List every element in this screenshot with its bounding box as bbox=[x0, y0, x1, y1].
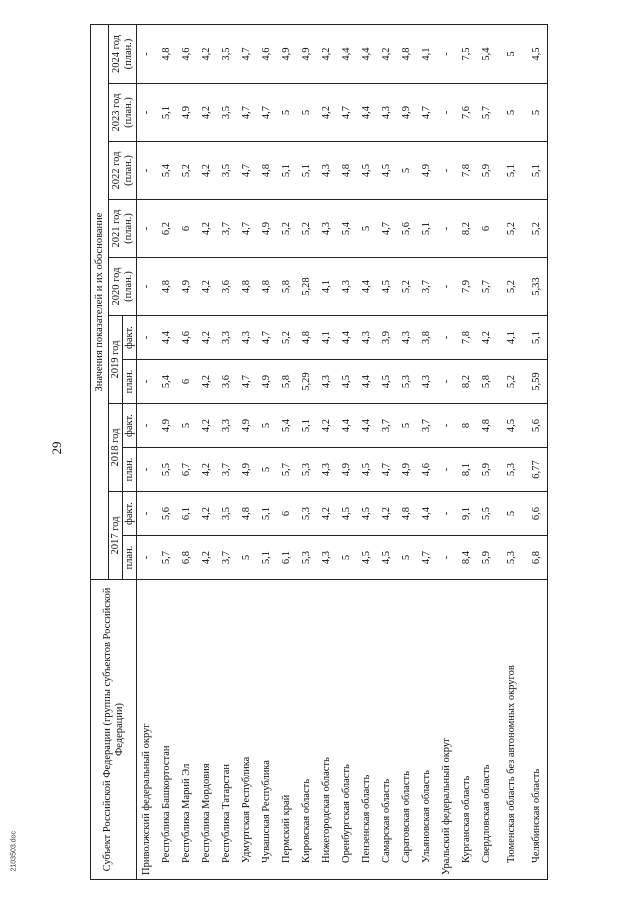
district-name-cell: Уральский федеральный округ bbox=[437, 580, 457, 880]
value-cell: 5,2 bbox=[397, 258, 417, 316]
value-cell: 4,8 bbox=[337, 142, 357, 200]
value-cell: 4,3 bbox=[237, 316, 257, 360]
value-cell: 6,8 bbox=[527, 536, 548, 580]
value-cell: 5,33 bbox=[527, 258, 548, 316]
value-cell: 3,3 bbox=[217, 404, 237, 448]
value-cell: 5,9 bbox=[477, 142, 497, 200]
table-header bbox=[91, 25, 137, 880]
value-cell: 4,5 bbox=[377, 536, 397, 580]
value-cell: - bbox=[437, 200, 457, 258]
table-row bbox=[457, 25, 477, 880]
value-cell: 4,9 bbox=[417, 142, 437, 200]
year-header-2018: 2018 год bbox=[109, 404, 123, 492]
table-row bbox=[237, 25, 257, 880]
value-cell: 3,9 bbox=[377, 316, 397, 360]
value-cell: 4,2 bbox=[197, 25, 217, 84]
value-cell: 5,2 bbox=[527, 200, 548, 258]
value-cell: - bbox=[437, 84, 457, 142]
value-cell: 4,7 bbox=[417, 536, 437, 580]
value-cell: 5,9 bbox=[477, 536, 497, 580]
value-cell: 4,9 bbox=[297, 25, 317, 84]
value-cell: 5 bbox=[177, 404, 197, 448]
value-cell: 4,7 bbox=[237, 84, 257, 142]
fact-subheader: факт. bbox=[123, 316, 137, 360]
value-cell: - bbox=[437, 258, 457, 316]
value-cell: 5,1 bbox=[277, 142, 297, 200]
value-cell: 5,1 bbox=[257, 536, 277, 580]
district-name-cell: Приволжский федеральный округ bbox=[137, 580, 158, 880]
value-cell: 5 bbox=[497, 84, 527, 142]
value-cell: 4,4 bbox=[357, 360, 377, 404]
value-cell: 6,1 bbox=[177, 492, 197, 536]
year-header-2022: 2022 год (план.) bbox=[109, 142, 137, 200]
value-cell: 4,5 bbox=[497, 404, 527, 448]
value-cell: 4,8 bbox=[297, 316, 317, 360]
value-cell: 4,7 bbox=[417, 84, 437, 142]
value-cell: 4,5 bbox=[377, 258, 397, 316]
table-row bbox=[377, 25, 397, 880]
value-cell: - bbox=[137, 536, 158, 580]
value-cell: 5,59 bbox=[527, 360, 548, 404]
value-cell: 7,8 bbox=[457, 142, 477, 200]
value-cell: 5,1 bbox=[497, 142, 527, 200]
year-header-2020: 2020 год (план.) bbox=[109, 258, 137, 316]
value-cell: 5,9 bbox=[477, 448, 497, 492]
value-cell: 4,2 bbox=[197, 200, 217, 258]
value-cell: 8,4 bbox=[457, 536, 477, 580]
value-cell: 5 bbox=[357, 200, 377, 258]
value-cell: 7,5 bbox=[457, 25, 477, 84]
value-cell: 5,1 bbox=[527, 142, 548, 200]
value-cell: 5 bbox=[237, 536, 257, 580]
value-cell: 6 bbox=[477, 200, 497, 258]
value-cell: 4,4 bbox=[337, 404, 357, 448]
value-cell: 4,1 bbox=[317, 258, 337, 316]
value-cell: 5 bbox=[257, 448, 277, 492]
value-cell: 4,7 bbox=[237, 360, 257, 404]
region-name-cell: Ульяновская область bbox=[417, 580, 437, 880]
value-cell: 5 bbox=[397, 536, 417, 580]
value-cell: 4,9 bbox=[397, 448, 417, 492]
value-cell: 5,2 bbox=[297, 200, 317, 258]
value-cell: 5,4 bbox=[157, 360, 177, 404]
value-cell: 5,3 bbox=[297, 536, 317, 580]
region-name-cell: Чувашская Республика bbox=[257, 580, 277, 880]
value-cell: 4,3 bbox=[417, 360, 437, 404]
value-cell: 3,6 bbox=[217, 258, 237, 316]
value-cell: 4,1 bbox=[417, 25, 437, 84]
value-cell: 5,7 bbox=[277, 448, 297, 492]
values-group-header: Значения показателей и их обоснование bbox=[91, 25, 109, 580]
value-cell: 4,8 bbox=[257, 258, 277, 316]
value-cell: 4,6 bbox=[177, 316, 197, 360]
value-cell: 4,5 bbox=[337, 492, 357, 536]
value-cell: 4,7 bbox=[237, 200, 257, 258]
value-cell: 4,5 bbox=[357, 536, 377, 580]
value-cell: 4,8 bbox=[157, 258, 177, 316]
value-cell: 4,6 bbox=[417, 448, 437, 492]
region-name-cell: Республика Марий Эл bbox=[177, 580, 197, 880]
value-cell: 7,6 bbox=[457, 84, 477, 142]
value-cell: 4,3 bbox=[317, 360, 337, 404]
value-cell: 4,5 bbox=[357, 448, 377, 492]
value-cell: - bbox=[137, 316, 158, 360]
value-cell: 7,9 bbox=[457, 258, 477, 316]
value-cell: 4,3 bbox=[397, 316, 417, 360]
value-cell: 4,4 bbox=[157, 316, 177, 360]
value-cell: 8 bbox=[457, 404, 477, 448]
value-cell: 4,2 bbox=[377, 492, 397, 536]
value-cell: 9,1 bbox=[457, 492, 477, 536]
value-cell: 5,1 bbox=[527, 316, 548, 360]
value-cell: - bbox=[137, 142, 158, 200]
value-cell: 4,6 bbox=[177, 25, 197, 84]
value-cell: 4,9 bbox=[157, 404, 177, 448]
table-body bbox=[137, 25, 548, 880]
value-cell: 5,3 bbox=[497, 536, 527, 580]
region-name-cell: Нижегородская область bbox=[317, 580, 337, 880]
table-row bbox=[357, 25, 377, 880]
region-name-cell: Свердловская область bbox=[477, 580, 497, 880]
value-cell: - bbox=[437, 492, 457, 536]
value-cell: 6,8 bbox=[177, 536, 197, 580]
value-cell: 4,7 bbox=[237, 25, 257, 84]
value-cell: 4,7 bbox=[377, 448, 397, 492]
value-cell: 5,1 bbox=[417, 200, 437, 258]
value-cell: 6,6 bbox=[527, 492, 548, 536]
value-cell: - bbox=[137, 200, 158, 258]
value-cell: 4,8 bbox=[477, 404, 497, 448]
value-cell: 4,4 bbox=[357, 84, 377, 142]
value-cell: 4,5 bbox=[377, 360, 397, 404]
value-cell: 5,8 bbox=[277, 258, 297, 316]
value-cell: 8,2 bbox=[457, 360, 477, 404]
value-cell: 5,2 bbox=[177, 142, 197, 200]
plan-subheader: план. bbox=[123, 360, 137, 404]
region-name-cell: Удмуртская Республика bbox=[237, 580, 257, 880]
region-name-cell: Челябинская область bbox=[527, 580, 548, 880]
value-cell: 3,7 bbox=[217, 448, 237, 492]
value-cell: - bbox=[437, 316, 457, 360]
region-name-cell: Республика Мордовия bbox=[197, 580, 217, 880]
value-cell: 3,3 bbox=[217, 316, 237, 360]
value-cell: 5,28 bbox=[297, 258, 317, 316]
value-cell: 4,2 bbox=[477, 316, 497, 360]
value-cell: 5,6 bbox=[157, 492, 177, 536]
value-cell: 4,9 bbox=[177, 258, 197, 316]
value-cell: 5,2 bbox=[497, 200, 527, 258]
value-cell: 4,4 bbox=[337, 25, 357, 84]
value-cell: 4,5 bbox=[357, 142, 377, 200]
value-cell: - bbox=[437, 536, 457, 580]
value-cell: 4,2 bbox=[197, 142, 217, 200]
value-cell: - bbox=[437, 404, 457, 448]
value-cell: 4,9 bbox=[337, 448, 357, 492]
value-cell: 4,2 bbox=[377, 25, 397, 84]
value-cell: 4,7 bbox=[377, 200, 397, 258]
table-row bbox=[197, 25, 217, 880]
value-cell: 4,9 bbox=[257, 200, 277, 258]
table-row bbox=[497, 25, 527, 880]
value-cell: 4,1 bbox=[317, 316, 337, 360]
value-cell: 4,2 bbox=[197, 492, 217, 536]
value-cell: 4,2 bbox=[317, 84, 337, 142]
region-name-cell: Самарская область bbox=[377, 580, 397, 880]
value-cell: 5,1 bbox=[297, 404, 317, 448]
subject-column-header: Субъект Российской Федерации (группы субъектов Российской Федерации) bbox=[91, 580, 137, 880]
value-cell: 4,5 bbox=[527, 25, 548, 84]
value-cell: 5 bbox=[497, 492, 527, 536]
region-name-cell: Кировская область bbox=[297, 580, 317, 880]
value-cell: 4,2 bbox=[197, 448, 217, 492]
region-name-cell: Пензенская область bbox=[357, 580, 377, 880]
value-cell: 4,8 bbox=[257, 142, 277, 200]
table-row bbox=[477, 25, 497, 880]
value-cell: 4,5 bbox=[357, 492, 377, 536]
value-cell: 5,2 bbox=[277, 316, 297, 360]
value-cell: - bbox=[437, 448, 457, 492]
value-cell: 5,7 bbox=[477, 258, 497, 316]
value-cell: 5,4 bbox=[477, 25, 497, 84]
table-row bbox=[437, 25, 457, 880]
value-cell: 5,2 bbox=[497, 360, 527, 404]
value-cell: 3,5 bbox=[217, 84, 237, 142]
value-cell: 4,4 bbox=[357, 258, 377, 316]
plan-subheader: план. bbox=[123, 448, 137, 492]
value-cell: 5,3 bbox=[497, 448, 527, 492]
value-cell: 8,1 bbox=[457, 448, 477, 492]
value-cell: 4,1 bbox=[497, 316, 527, 360]
year-header-2023: 2023 год (план.) bbox=[109, 84, 137, 142]
value-cell: 5 bbox=[257, 404, 277, 448]
value-cell: 5 bbox=[497, 25, 527, 84]
value-cell: 4,2 bbox=[317, 492, 337, 536]
value-cell: - bbox=[137, 360, 158, 404]
value-cell: 5 bbox=[277, 84, 297, 142]
year-header-2021: 2021 год (план.) bbox=[109, 200, 137, 258]
value-cell: 5 bbox=[527, 84, 548, 142]
year-header-2019: 2019 год bbox=[109, 316, 123, 404]
value-cell: 6 bbox=[177, 360, 197, 404]
table-row bbox=[157, 25, 177, 880]
value-cell: 5,7 bbox=[477, 84, 497, 142]
value-cell: 5,1 bbox=[257, 492, 277, 536]
table-row bbox=[317, 25, 337, 880]
table-row bbox=[137, 25, 158, 880]
table-row bbox=[217, 25, 237, 880]
value-cell: 4,9 bbox=[277, 25, 297, 84]
fact-subheader: факт. bbox=[123, 492, 137, 536]
region-name-cell: Пермский край bbox=[277, 580, 297, 880]
value-cell: 4,7 bbox=[257, 316, 277, 360]
value-cell: 4,2 bbox=[317, 25, 337, 84]
value-cell: 8,2 bbox=[457, 200, 477, 258]
value-cell: 4,4 bbox=[357, 404, 377, 448]
value-cell: 4,8 bbox=[237, 492, 257, 536]
table-row bbox=[417, 25, 437, 880]
table-row bbox=[527, 25, 548, 880]
region-name-cell: Республика Татарстан bbox=[217, 580, 237, 880]
value-cell: 3,5 bbox=[217, 492, 237, 536]
value-cell: 4,2 bbox=[197, 536, 217, 580]
value-cell: 5 bbox=[397, 142, 417, 200]
value-cell: 4,7 bbox=[337, 84, 357, 142]
value-cell: 6 bbox=[177, 200, 197, 258]
value-cell: 3,7 bbox=[217, 536, 237, 580]
value-cell: - bbox=[437, 142, 457, 200]
value-cell: 4,6 bbox=[257, 25, 277, 84]
value-cell: 4,4 bbox=[337, 316, 357, 360]
region-name-cell: Курганская область bbox=[457, 580, 477, 880]
value-cell: 4,3 bbox=[317, 448, 337, 492]
year-header-2017: 2017 год bbox=[109, 492, 123, 580]
rotated-table-container bbox=[90, 25, 615, 880]
value-cell: 7,8 bbox=[457, 316, 477, 360]
page-number: 29 bbox=[49, 441, 64, 455]
value-cell: 4,9 bbox=[237, 404, 257, 448]
value-cell: 5,29 bbox=[297, 360, 317, 404]
value-cell: 3,5 bbox=[217, 25, 237, 84]
plan-subheader: план. bbox=[123, 536, 137, 580]
document-code: 2103503.doc bbox=[10, 831, 18, 872]
value-cell: 3,5 bbox=[217, 142, 237, 200]
value-cell: 3,7 bbox=[417, 404, 437, 448]
value-cell: 5,3 bbox=[397, 360, 417, 404]
value-cell: 5,8 bbox=[277, 360, 297, 404]
value-cell: 6,7 bbox=[177, 448, 197, 492]
value-cell: 5,6 bbox=[527, 404, 548, 448]
value-cell: 3,8 bbox=[417, 316, 437, 360]
value-cell: 4,9 bbox=[237, 448, 257, 492]
value-cell: 4,9 bbox=[257, 360, 277, 404]
value-cell: 4,5 bbox=[337, 360, 357, 404]
value-cell: 4,2 bbox=[197, 84, 217, 142]
value-cell: 4,3 bbox=[337, 258, 357, 316]
value-cell: 5 bbox=[337, 536, 357, 580]
value-cell: 4,3 bbox=[357, 316, 377, 360]
value-cell: 4,2 bbox=[317, 404, 337, 448]
value-cell: 5,3 bbox=[297, 448, 317, 492]
value-cell: 4,7 bbox=[237, 142, 257, 200]
table-row bbox=[397, 25, 417, 880]
value-cell: 4,2 bbox=[197, 316, 217, 360]
value-cell: 3,7 bbox=[217, 200, 237, 258]
value-cell: 5,2 bbox=[277, 200, 297, 258]
value-cell: 4,8 bbox=[237, 258, 257, 316]
value-cell: 4,2 bbox=[197, 258, 217, 316]
value-cell: 4,8 bbox=[397, 492, 417, 536]
table-row bbox=[297, 25, 317, 880]
value-cell: 4,8 bbox=[397, 25, 417, 84]
year-header-2024: 2024 год (план.) bbox=[109, 25, 137, 84]
value-cell: 5,4 bbox=[157, 142, 177, 200]
value-cell: - bbox=[137, 404, 158, 448]
value-cell: 5,4 bbox=[337, 200, 357, 258]
value-cell: - bbox=[437, 25, 457, 84]
value-cell: 6,1 bbox=[277, 536, 297, 580]
value-cell: 5,5 bbox=[477, 492, 497, 536]
region-name-cell: Республика Башкортостан bbox=[157, 580, 177, 880]
value-cell: 4,4 bbox=[357, 25, 377, 84]
value-cell: 4,2 bbox=[197, 404, 217, 448]
value-cell: 4,8 bbox=[157, 25, 177, 84]
table-row bbox=[277, 25, 297, 880]
value-cell: 5,1 bbox=[157, 84, 177, 142]
value-cell: 4,9 bbox=[397, 84, 417, 142]
value-cell: 4,5 bbox=[377, 142, 397, 200]
value-cell: 4,3 bbox=[317, 536, 337, 580]
value-cell: - bbox=[137, 492, 158, 536]
value-cell: 5,6 bbox=[397, 200, 417, 258]
value-cell: - bbox=[137, 258, 158, 316]
region-name-cell: Саратовская область bbox=[397, 580, 417, 880]
value-cell: - bbox=[137, 84, 158, 142]
value-cell: 6,77 bbox=[527, 448, 548, 492]
value-cell: 4,2 bbox=[197, 360, 217, 404]
value-cell: 5 bbox=[397, 404, 417, 448]
region-name-cell: Оренбургская область bbox=[337, 580, 357, 880]
value-cell: - bbox=[137, 448, 158, 492]
value-cell: 5,1 bbox=[297, 142, 317, 200]
value-cell: 5 bbox=[297, 84, 317, 142]
value-cell: 5,3 bbox=[297, 492, 317, 536]
value-cell: 4,3 bbox=[317, 200, 337, 258]
value-cell: 5,5 bbox=[157, 448, 177, 492]
value-cell: 4,3 bbox=[317, 142, 337, 200]
value-cell: 4,7 bbox=[257, 84, 277, 142]
value-cell: - bbox=[137, 25, 158, 84]
region-name-cell: Тюменская область без автономных округов bbox=[497, 580, 527, 880]
value-cell: 5,7 bbox=[157, 536, 177, 580]
table-row bbox=[337, 25, 357, 880]
value-cell: 3,6 bbox=[217, 360, 237, 404]
value-cell: 4,3 bbox=[377, 84, 397, 142]
value-cell: 5,4 bbox=[277, 404, 297, 448]
value-cell: 4,9 bbox=[177, 84, 197, 142]
value-cell: 4,4 bbox=[417, 492, 437, 536]
value-cell: 3,7 bbox=[417, 258, 437, 316]
table-row bbox=[177, 25, 197, 880]
fact-subheader: факт. bbox=[123, 404, 137, 448]
value-cell: 5,2 bbox=[497, 258, 527, 316]
value-cell: 6 bbox=[277, 492, 297, 536]
table-row bbox=[257, 25, 277, 880]
value-cell: - bbox=[437, 360, 457, 404]
value-cell: 3,7 bbox=[377, 404, 397, 448]
value-cell: 5,8 bbox=[477, 360, 497, 404]
value-cell: 6,2 bbox=[157, 200, 177, 258]
indicators-table bbox=[90, 24, 548, 880]
